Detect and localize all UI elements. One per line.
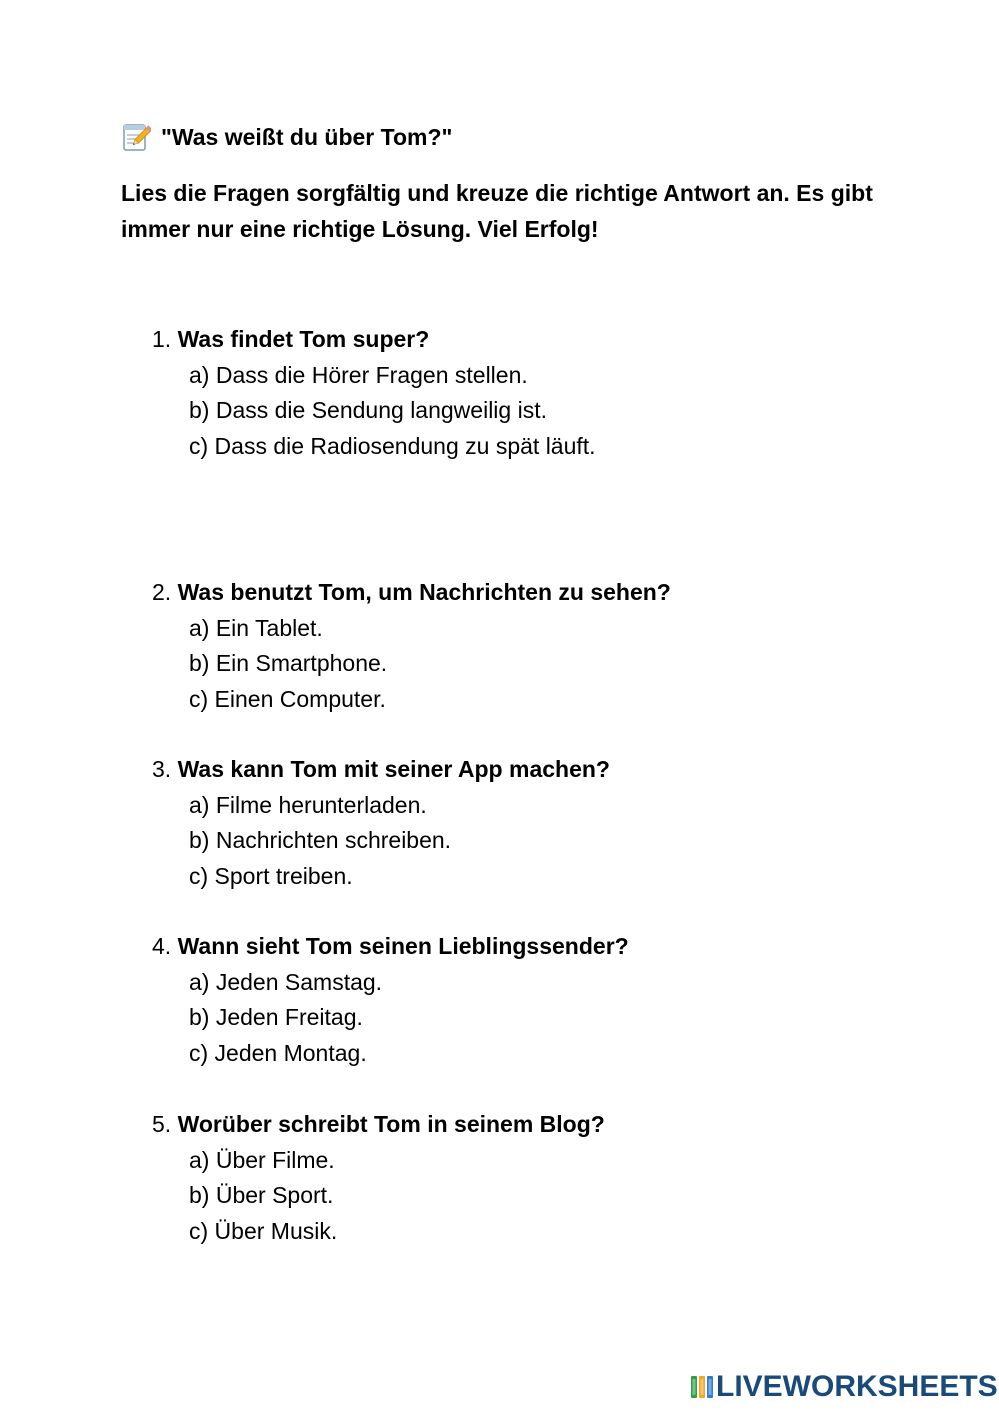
answer-option-b[interactable]: b) Über Sport. xyxy=(189,1182,334,1208)
question-line xyxy=(152,1107,605,1143)
answer-option-a[interactable]: a) Filme herunterladen. xyxy=(189,791,427,818)
title-text: "Was weißt du über Tom?" xyxy=(161,124,453,150)
question-line xyxy=(152,752,610,788)
memo-icon xyxy=(121,122,151,152)
question-text: Was findet Tom super? xyxy=(177,326,430,352)
answer-option-c[interactable]: c) Sport treiben. xyxy=(189,862,353,889)
question-text: Wann sieht Tom seinen Lieblingssender? xyxy=(177,933,629,959)
question-5 xyxy=(152,1107,605,1249)
answer-option-b[interactable]: b) Jeden Freitag. xyxy=(189,1004,363,1030)
instructions: Lies die Fragen sorgfältig und kreuze die richtige Antwort an. Es gibt immer nur eine richtige Lösung. Viel Erfolg! xyxy=(121,180,873,242)
answer-option-b[interactable]: b) Ein Smartphone. xyxy=(189,650,388,676)
answer-option-a[interactable]: a) Ein Tablet. xyxy=(189,614,323,641)
answer-option-c[interactable]: c) Dass die Radiosendung zu spät läuft. xyxy=(189,432,596,459)
answer-option-a[interactable]: a) Jeden Samstag. xyxy=(189,968,383,995)
answer-option-a[interactable]: a) Über Filme. xyxy=(189,1146,335,1173)
brand-text: LIVEWORKSHEETS xyxy=(716,1370,998,1403)
question-line xyxy=(152,575,671,611)
question-4 xyxy=(152,929,629,1071)
answer-option-a[interactable]: a) Dass die Hörer Fragen stellen. xyxy=(189,361,528,388)
answer-option-c[interactable]: c) Einen Computer. xyxy=(189,685,386,712)
liveworksheets-logo-icon xyxy=(690,1373,714,1401)
question-number: 3. xyxy=(152,756,172,782)
answer-option-c[interactable]: c) Jeden Montag. xyxy=(189,1039,367,1066)
question-number: 5. xyxy=(152,1111,172,1137)
question-line xyxy=(152,929,629,965)
question-text: Worüber schreibt Tom in seinem Blog? xyxy=(177,1111,605,1137)
question-line xyxy=(152,322,596,358)
answer-option-b[interactable]: b) Dass die Sendung langweilig ist. xyxy=(189,397,547,423)
question-number: 4. xyxy=(152,933,172,959)
answer-option-c[interactable]: c) Über Musik. xyxy=(189,1217,338,1244)
question-text: Was kann Tom mit seiner App machen? xyxy=(177,756,610,782)
question-number: 2. xyxy=(152,579,172,605)
worksheet-title xyxy=(121,120,452,154)
answer-option-b[interactable]: b) Nachrichten schreiben. xyxy=(189,827,452,853)
question-number: 1. xyxy=(152,326,172,352)
liveworksheets-brand[interactable] xyxy=(690,1370,998,1404)
question-text: Was benutzt Tom, um Nachrichten zu sehen? xyxy=(177,579,671,605)
question-2 xyxy=(152,575,671,717)
question-3 xyxy=(152,752,610,894)
question-1 xyxy=(152,322,596,464)
